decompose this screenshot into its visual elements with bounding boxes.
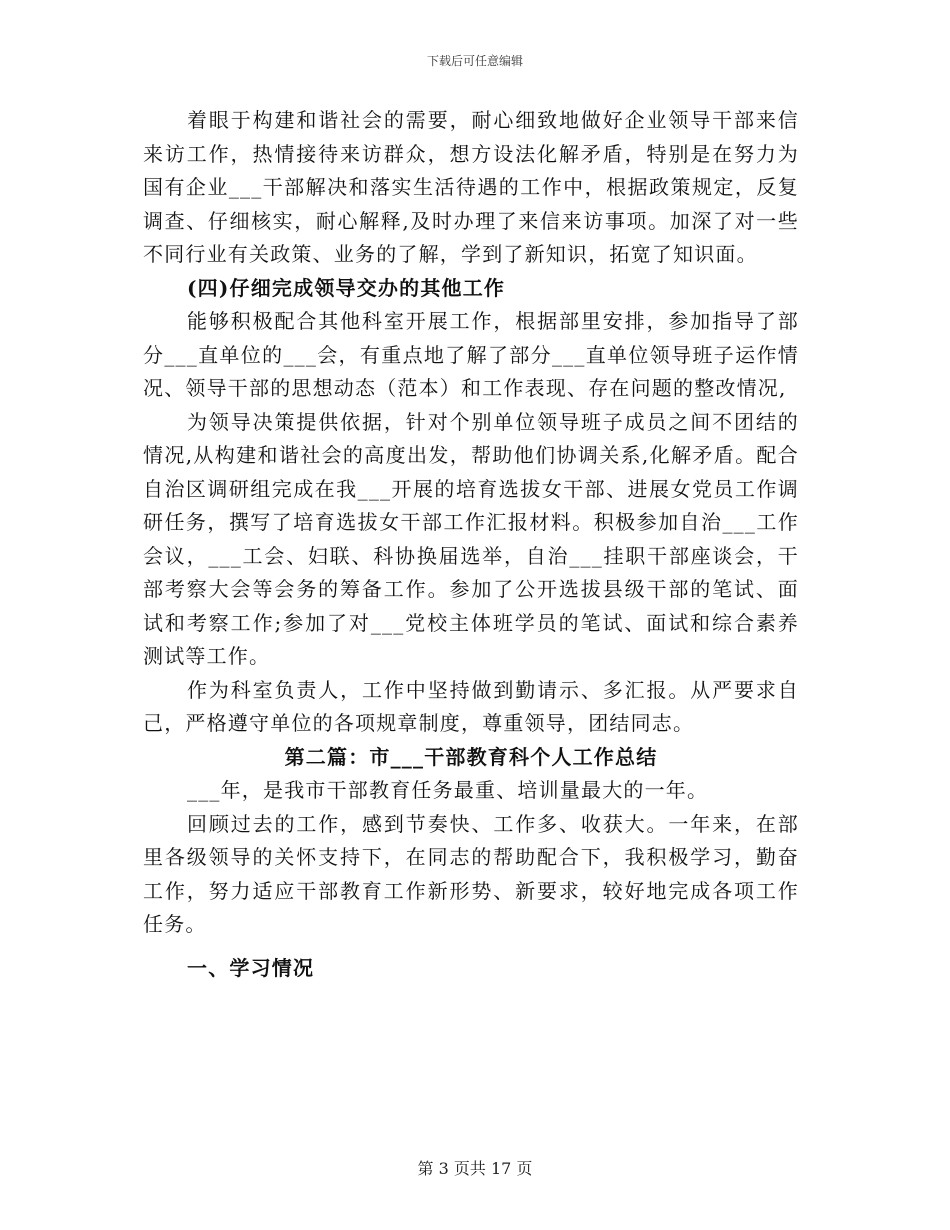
paragraph-decision-support: 为领导决策提供依据，针对个别单位领导班子成员之间不团结的情况,从构建和谐社会的高度出发，帮助他们协调关系,化解矛盾。配合自治区调研组完成在我___开展的培育选拔女干部、进展女党员工作调研任务，撰写了培育选拔女干部工作汇报材料。积极参加自治___工作会议，___工会、妇联、科协换届选举，自治___挂职干部座谈会，干部考察大会等会务的筹备工作。参加了公开选拔县级干部的笔试、面试和考察工作;参加了对___党校主体班学员的笔试、面试和综合素养测试等工作。 <box>143 409 799 668</box>
page-header: 下载后可任意编辑 <box>426 54 523 68</box>
paragraph-review: 回顾过去的工作，感到节奏快、工作多、收获大。一年来，在部里各级领导的关怀支持下，在同志的帮助配合下，我积极学习，勤奋工作，努力适应干部教育工作新形势、新要求，较好地完成各项工作任务。 <box>143 811 799 936</box>
chapter-title: 第二篇：市___干部教育科个人工作总结 <box>284 744 658 769</box>
paragraph-section-head-role: 作为科室负责人，工作中坚持做到勤请示、多汇报。从严要求自己，严格遵守单位的各项规章制度，尊重领导，团结同志。 <box>143 677 799 735</box>
document-body <box>143 104 799 985</box>
subheading-other-tasks: (四)仔细完成领导交办的其他工作 <box>187 275 506 300</box>
section-heading-study: 一、学习情况 <box>187 955 315 980</box>
paragraph-year-summary: ___年，是我市干部教育任务最重、培训量最大的一年。 <box>187 778 709 802</box>
page-number: 第 3 页共 17 页 <box>417 1159 533 1178</box>
paragraph-letters-visits: 着眼于构建和谐社会的需要，耐心细致地做好企业领导干部来信来访工作，热情接待来访群众，想方设法化解矛盾，特别是在努力为国有企业___干部解决和落实生活待遇的工作中，根据政策规定，反复调查、仔细核实，耐心解释,及时办理了来信来访事项。加深了对一些不同行业有关政策、业务的了解，学到了新知识，拓宽了知识面。 <box>143 108 799 266</box>
paragraph-cooperation: 能够积极配合其他科室开展工作，根据部里安排，参加指导了部分___直单位的___会，有重点地了解了部分___直单位领导班子运作情况、领导干部的思想动态（范本）和工作表现、存在问题的整改情况, <box>143 309 799 400</box>
